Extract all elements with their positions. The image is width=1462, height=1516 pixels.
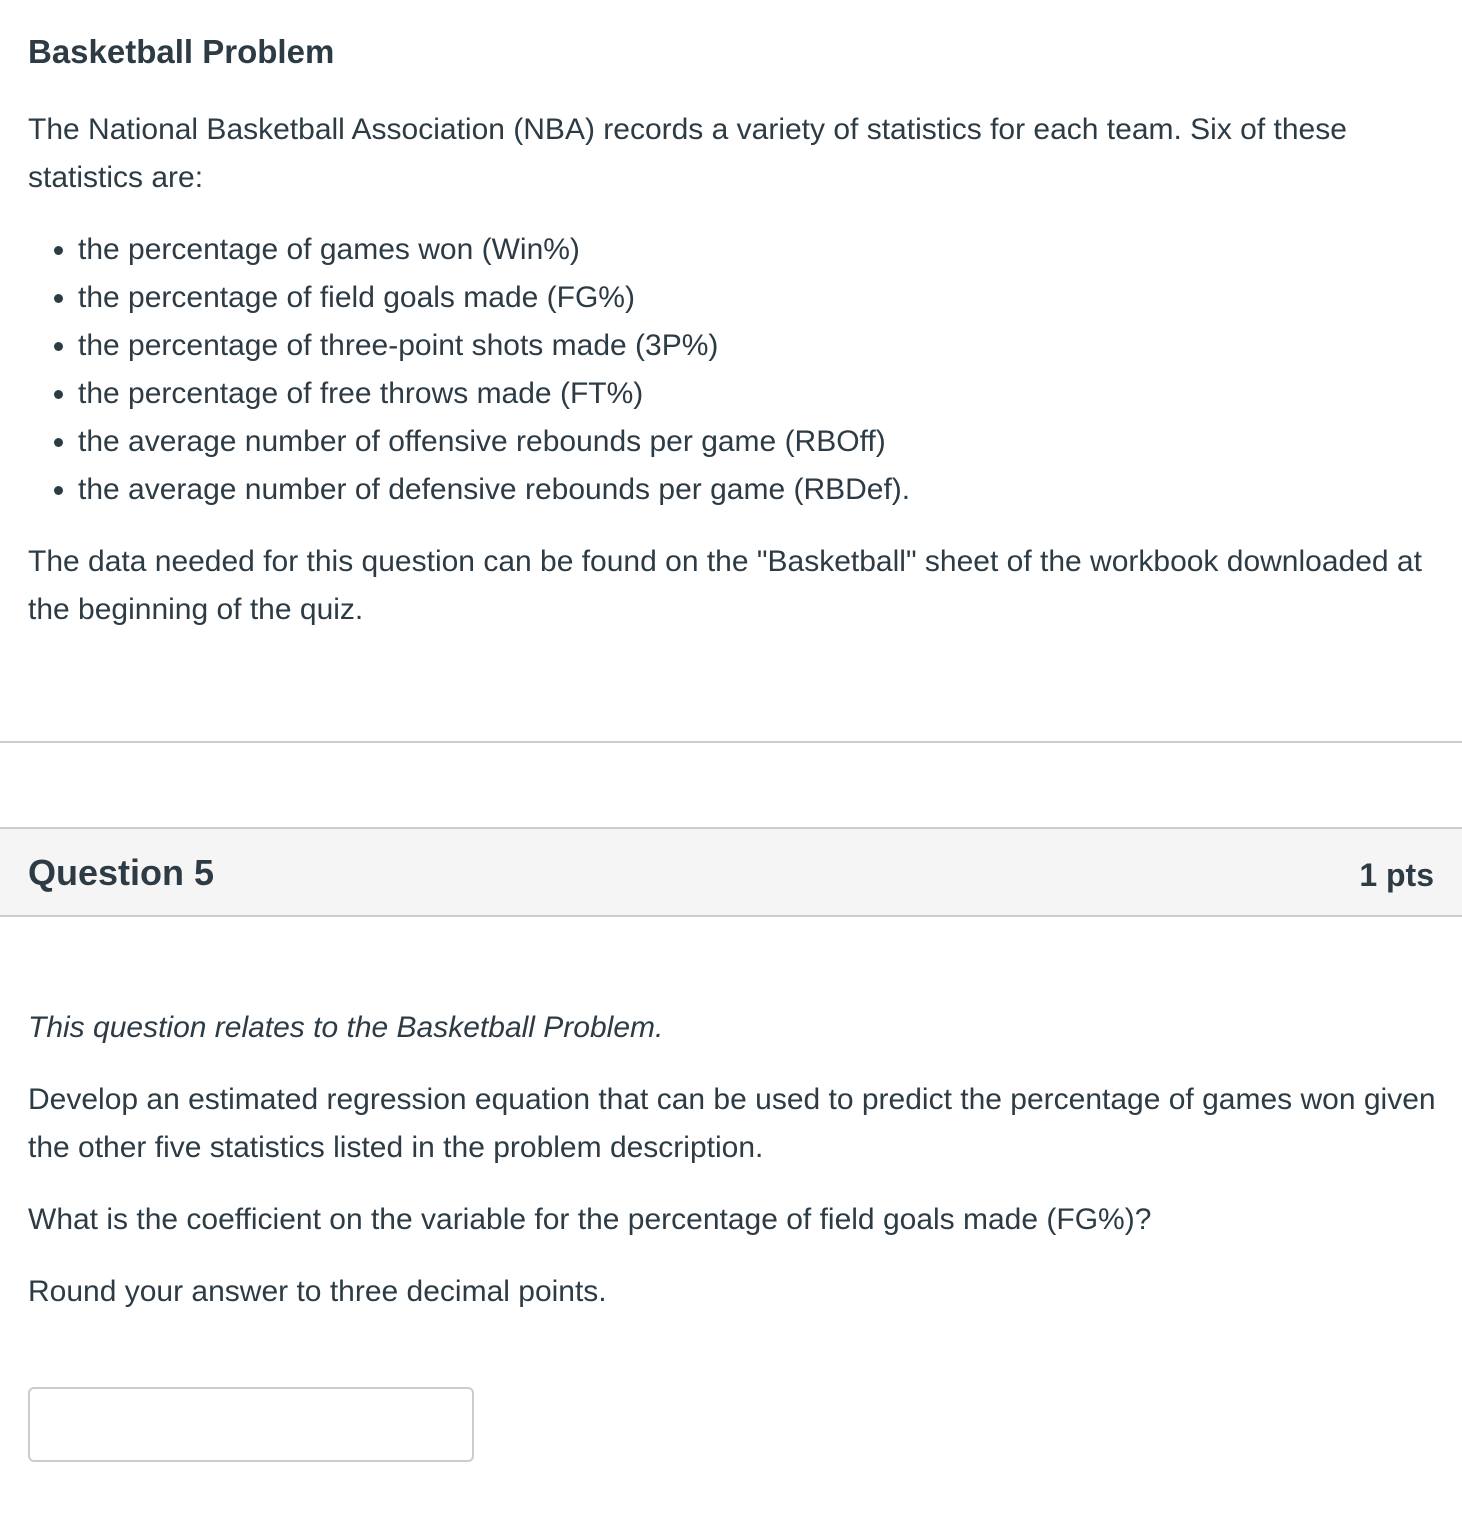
- stat-item-rbdef: • the average number of defensive rebounds per game (RBDef).: [78, 466, 1428, 514]
- section-divider: [0, 741, 1462, 743]
- stat-list: [28, 226, 1428, 514]
- stimulus-title: Basketball Problem: [28, 33, 335, 70]
- question-relates: This question relates to the Basketball Problem.: [28, 1011, 664, 1044]
- answer-input[interactable]: [28, 1387, 474, 1462]
- question-body: [28, 1004, 1438, 1316]
- question-ask: What is the coefficient on the variable for the percentage of field goals made (FG%)?: [28, 1203, 1152, 1236]
- stat-item-win: • the percentage of games won (Win%): [78, 226, 1428, 274]
- question-header: [0, 827, 1462, 917]
- stat-item-ft: • the percentage of free throws made (FT%): [78, 370, 1428, 418]
- question-develop: Develop an estimated regression equation that can be used to predict the percentage of games won given the other five statistics listed in the problem description.: [28, 1083, 1436, 1164]
- question-points: 1 pts: [1359, 857, 1434, 893]
- stat-item-fg: • the percentage of field goals made (FG%): [78, 274, 1428, 322]
- question-round: Round your answer to three decimal points.: [28, 1275, 607, 1308]
- stat-item-3p: • the percentage of three-point shots made (3P%): [78, 322, 1428, 370]
- question-title: Question 5: [28, 852, 215, 893]
- data-note: The data needed for this question can be found on the "Basketball" sheet of the workbook downloaded at the beginning of the quiz.: [28, 545, 1422, 626]
- stimulus-section: [28, 28, 1428, 634]
- stimulus-intro: The National Basketball Association (NBA) records a variety of statistics for each team. Six of these statistics are:: [28, 113, 1347, 194]
- stat-item-rboff: • the average number of offensive rebounds per game (RBOff): [78, 418, 1428, 466]
